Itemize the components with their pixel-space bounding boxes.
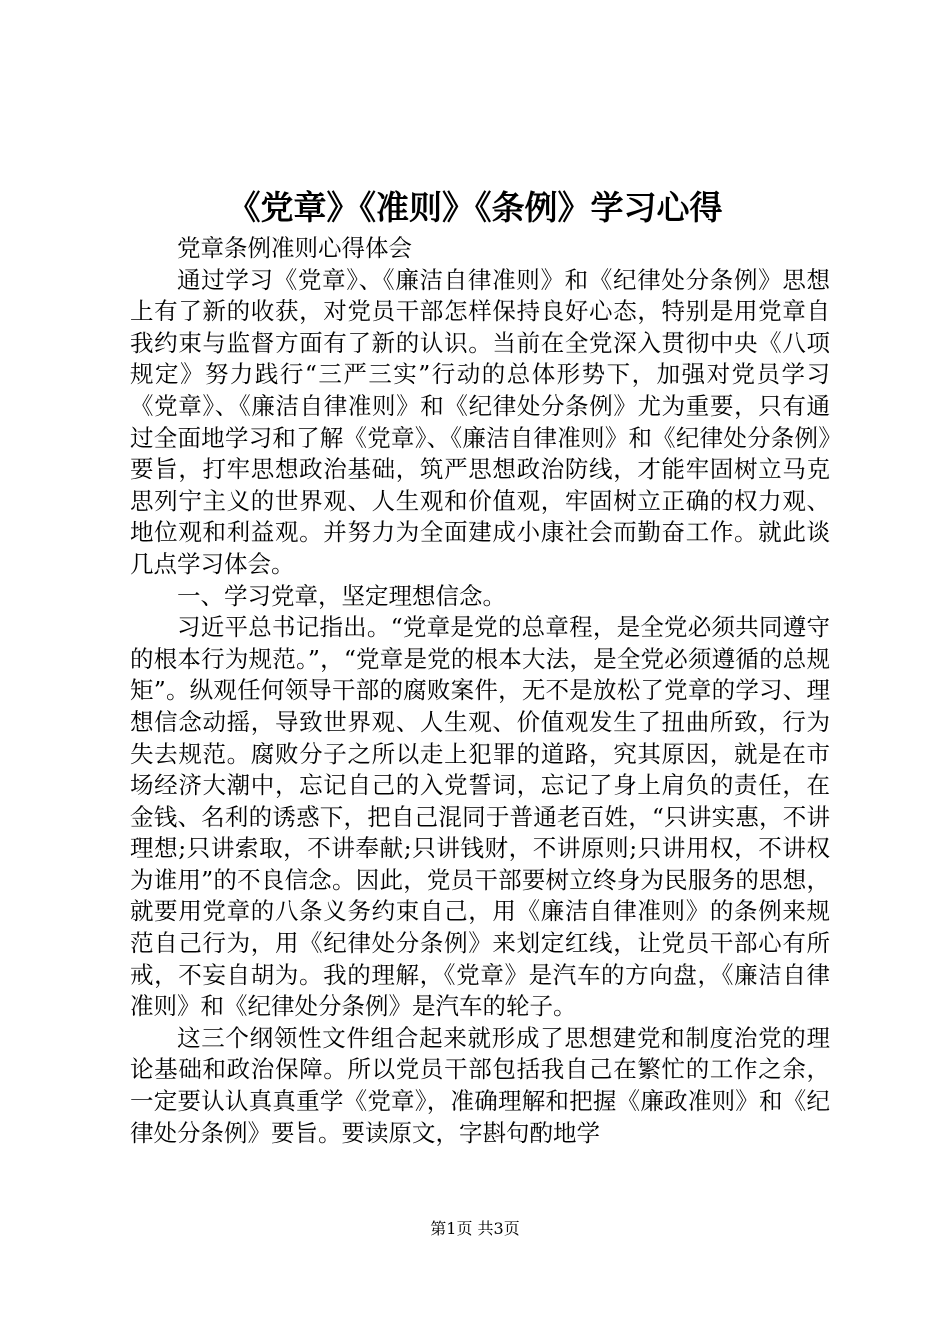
paragraph-intro: 通过学习《党章》、《廉洁自律准则》和《纪律处分条例》思想上有了新的收获，对党员干部怎样保持良好心态，特别是用党章自我约束与监督方面有了新的认识。当前在全党深入贯彻中央《八项规定》努力践行“三严三实”行动的总体形势下，加强对党员学习《党章》、《廉洁自律准则》和《纪律处分条例》尤为重要，只有通过全面地学习和了解《党章》、《廉洁自律准则》和《纪律处分条例》要旨，打牢思想政治基础，筑严思想政治防线，才能牢固树立马克思列宁主义的世界观、人生观和价值观，牢固树立正确的权力观、地位观和利益观。并努力为全面建成小康社会而勤奋工作。就此谈几点学习体会。 — [130, 265, 830, 578]
paragraph-section-1: 习近平总书记指出。“党章是党的总章程，是全党必须共同遵守的根本行为规范。”，“党章是党的根本大法，是全党必须遵循的总规矩”。纵观任何领导干部的腐败案件，无不是放松了党章的学习、理想信念动摇，导致世界观、人生观、价值观发生了扭曲所致，行为失去规范。腐败分子之所以走上犯罪的道路，究其原因，就是在市场经济大潮中，忘记自己的入党誓词，忘记了身上肩负的责任，在金钱、名利的诱惑下，把自己混同于普通老百姓，“只讲实惠，不讲理想;只讲索取，不讲奉献;只讲钱财，不讲原则;只讲用权，不讲权为谁用”的不良信念。因此，党员干部要树立终身为民服务的思想，就要用党章的八条义务约束自己，用《廉洁自律准则》的条例来规范自己行为，用《纪律处分条例》来划定红线，让党员干部心有所戒，不妄自胡为。我的理解，《党章》是汽车的方向盘，《廉洁自律准则》和《纪律处分条例》是汽车的轮子。 — [130, 613, 830, 1021]
section-heading-1: 一、学习党章，坚定理想信念。 — [177, 581, 506, 610]
document-subtitle: 党章条例准则心得体会 — [177, 234, 412, 262]
document-body — [130, 233, 830, 1149]
document-title: 《党章》《准则》《条例》学习心得 — [227, 188, 723, 227]
page-footer: 第1页 共3页 — [430, 1219, 520, 1238]
paragraph-continuation: 这三个纲领性文件组合起来就形成了思想建党和制度治党的理论基础和政治保障。所以党员干部包括我自己在繁忙的工作之余，一定要认认真真重学《党章》，准确理解和把握《廉政准则》和《纪律处分条例》要旨。要读原文，字斟句酌地学 — [130, 1023, 830, 1147]
